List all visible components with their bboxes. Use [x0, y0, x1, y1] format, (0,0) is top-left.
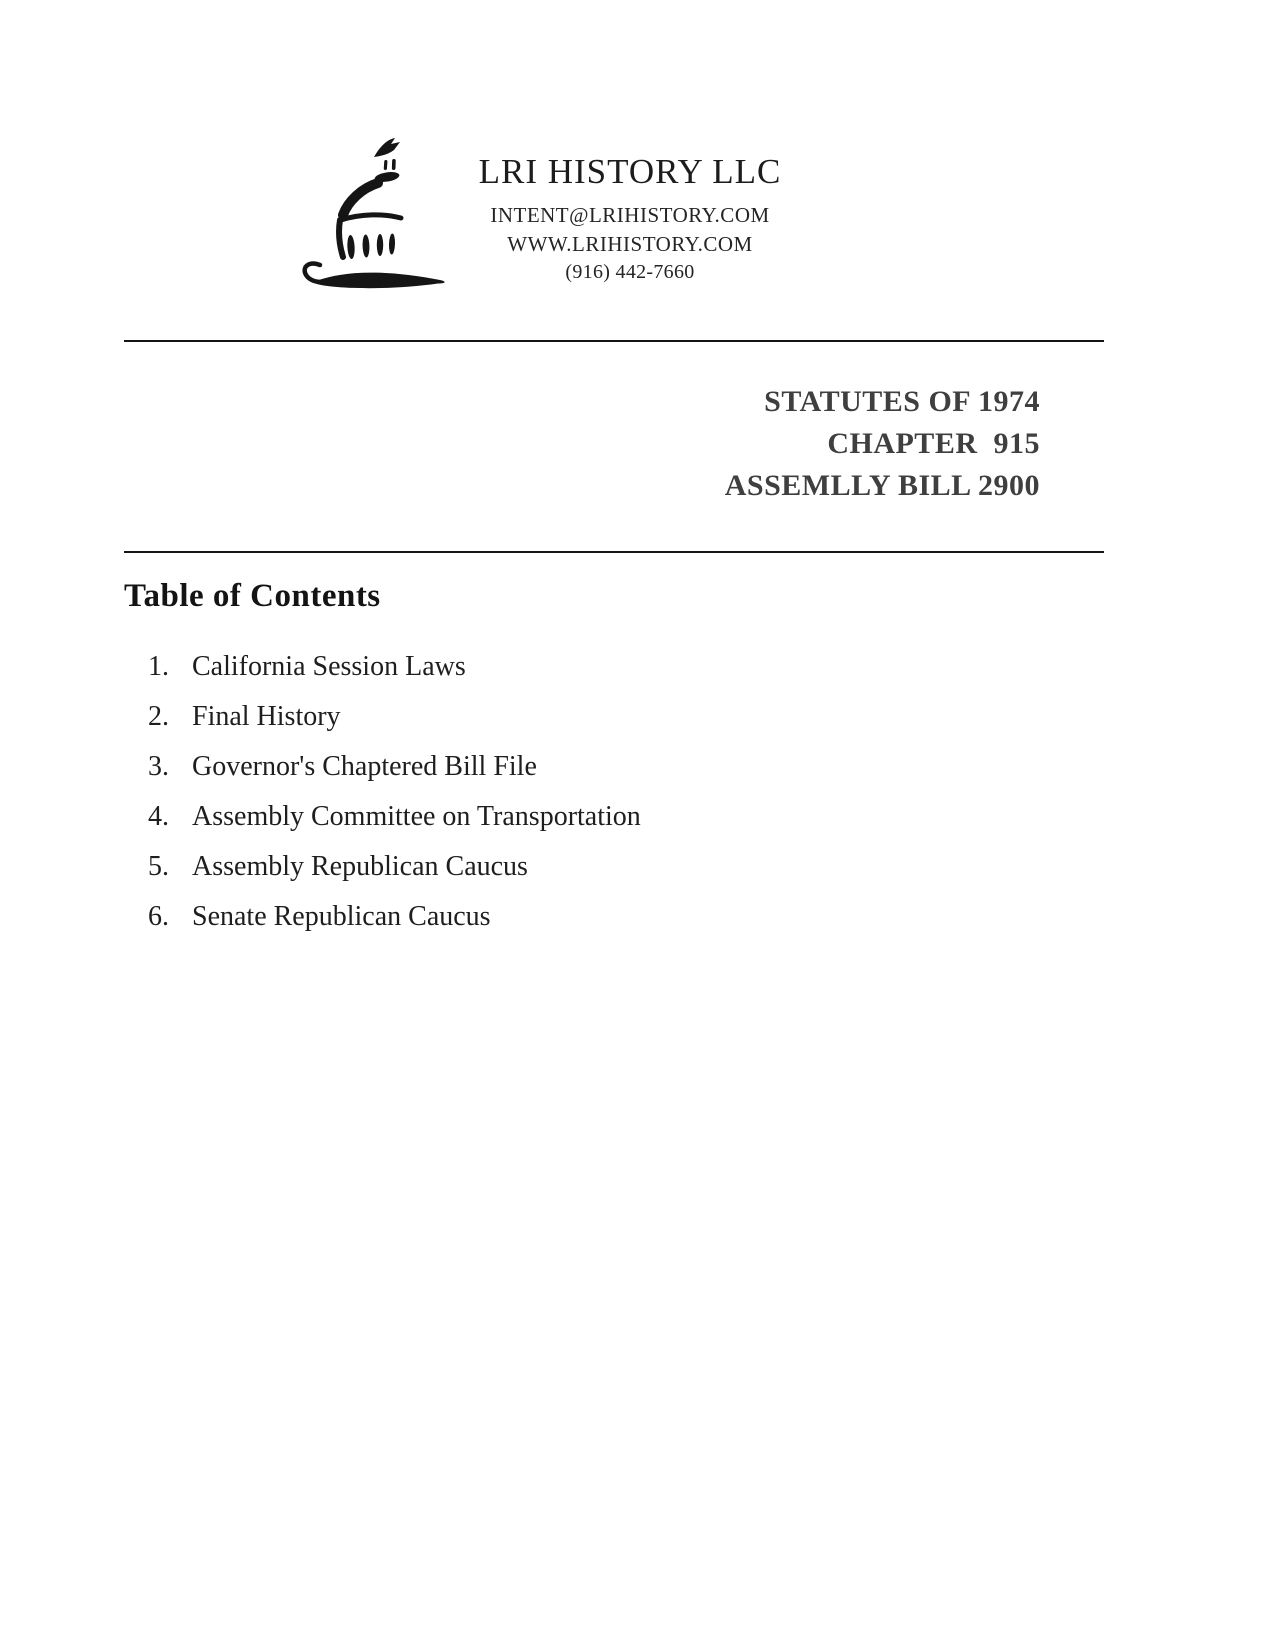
- toc-item-label: Assembly Committee on Transportation: [192, 801, 641, 832]
- toc-item-assembly-republican-caucus: [148, 852, 1048, 882]
- toc-item-number: 1.: [148, 651, 169, 682]
- toc-item-number: 4.: [148, 801, 169, 832]
- toc-item-senate-republican-caucus: [148, 902, 1048, 932]
- toc-item-california-session-laws: [148, 652, 1048, 682]
- toc-item-number: 2.: [148, 701, 169, 732]
- company-name: LRI HISTORY LLC: [478, 152, 782, 191]
- statutes-line: STATUTES OF 1974: [764, 385, 1040, 418]
- toc-item-number: 5.: [148, 851, 169, 882]
- divider-top: [124, 340, 1104, 342]
- toc-list: [148, 652, 1048, 952]
- company-phone: (916) 442-7660: [565, 261, 695, 283]
- toc-heading: Table of Contents: [124, 578, 381, 614]
- toc-item-final-history: [148, 702, 1048, 732]
- toc-item-label: Assembly Republican Caucus: [192, 851, 528, 882]
- toc-item-label: Senate Republican Caucus: [192, 901, 491, 932]
- toc-item-label: California Session Laws: [192, 651, 466, 682]
- toc-item-governors-chaptered-bill-file: [148, 752, 1048, 782]
- company-email: INTENT@LRIHISTORY.COM: [490, 203, 770, 227]
- chapter-line: CHAPTER 915: [827, 427, 1040, 460]
- toc-item-assembly-committee-transportation: [148, 802, 1048, 832]
- toc-item-number: 6.: [148, 901, 169, 932]
- assembly-bill-line: ASSEMLLY BILL 2900: [724, 469, 1040, 502]
- statute-reference-block: [540, 381, 1040, 507]
- company-website: WWW.LRIHISTORY.COM: [507, 232, 753, 256]
- toc-item-label: Final History: [192, 701, 341, 732]
- toc-item-label: Governor's Chaptered Bill File: [192, 751, 537, 782]
- divider-bottom: [124, 551, 1104, 553]
- toc-item-number: 3.: [148, 751, 169, 782]
